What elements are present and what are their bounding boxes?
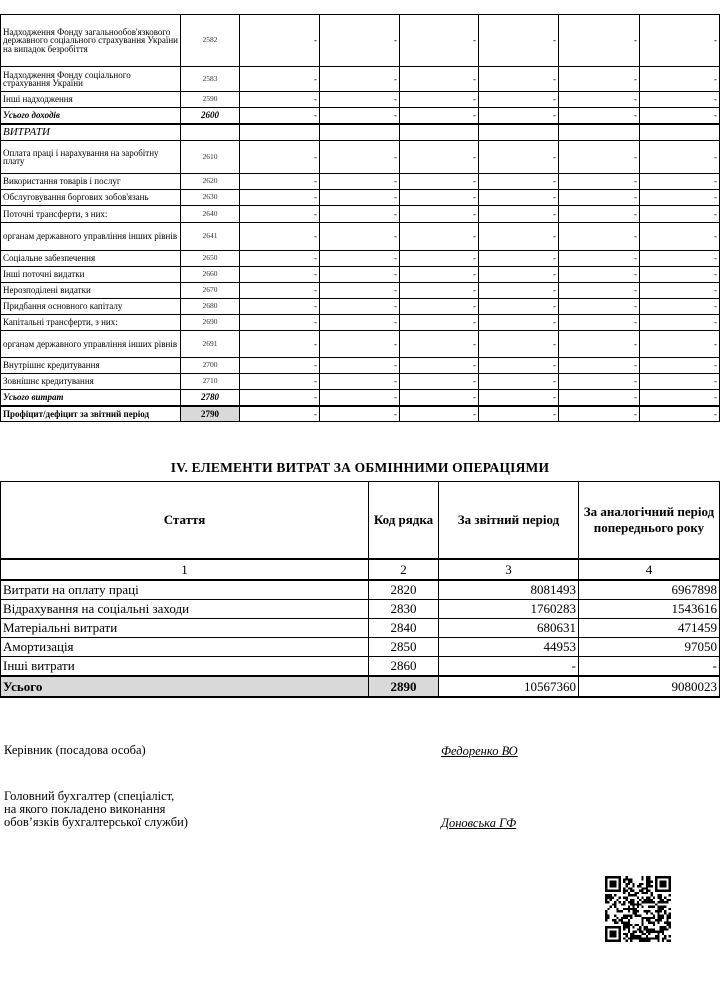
row-label: ВИТРАТИ [1,124,181,141]
value-cell: - [320,299,400,315]
value-cell: - [559,108,640,124]
row-code: 2691 [181,331,240,358]
value-cell: - [240,92,320,108]
value-cell: - [400,283,479,299]
row-label: Відрахування на соціальні заходи [1,600,369,619]
value-cell: - [640,315,720,331]
value-cell: - [640,206,720,223]
accountant-signature-label [4,790,188,829]
table-row [1,67,720,92]
table-row [1,174,720,190]
row-code: 2641 [181,223,240,251]
row-previous: 1543616 [579,600,720,619]
value-cell: - [240,251,320,267]
table-row [1,283,720,299]
value-cell: - [240,174,320,190]
row-label: Інші витрати [1,657,369,677]
value-cell: - [479,267,559,283]
value-cell: - [479,108,559,124]
qr-code-icon [605,876,671,942]
value-cell: - [400,92,479,108]
row-current: 8081493 [439,580,579,600]
accountant-label-line: на якого покладено виконання [4,802,166,816]
column-index: 1 [1,559,369,580]
row-label: Капітальні трансферти, з них: [1,315,181,331]
row-label: Усього доходів [1,108,181,124]
value-cell: - [479,299,559,315]
value-cell: - [240,67,320,92]
value-cell: - [640,67,720,92]
table-row [1,92,720,108]
table-row [1,124,720,141]
column-index-row [1,559,720,580]
value-cell: - [240,223,320,251]
row-code: 2640 [181,206,240,223]
value-cell: - [240,331,320,358]
value-cell: - [640,283,720,299]
value-cell: - [479,174,559,190]
value-cell: - [640,190,720,206]
value-cell: - [320,374,400,390]
row-label: Матеріальні витрати [1,619,369,638]
row-code: 2830 [369,600,439,619]
row-current: - [439,657,579,677]
row-code: 2850 [369,638,439,657]
value-cell: - [320,206,400,223]
value-cell: - [479,331,559,358]
value-cell: - [400,358,479,374]
value-cell: - [559,390,640,406]
value-cell: - [479,358,559,374]
value-cell: - [240,390,320,406]
column-index: 4 [579,559,720,580]
row-label: Інші поточні видатки [1,267,181,283]
table-row [1,638,720,657]
row-code: 2630 [181,190,240,206]
value-cell: - [640,299,720,315]
value-cell: - [559,406,640,422]
value-cell: - [559,374,640,390]
value-cell: - [479,251,559,267]
value-cell: - [400,190,479,206]
value-cell [240,124,320,141]
value-cell: - [640,406,720,422]
value-cell: - [240,374,320,390]
table-row [1,580,720,600]
value-cell: - [559,283,640,299]
table-row [1,619,720,638]
value-cell: - [479,283,559,299]
value-cell: - [559,141,640,174]
row-code: 2582 [181,15,240,67]
value-cell: - [400,108,479,124]
value-cell [640,124,720,141]
accountant-label-line: обов’язків бухгалтерської служби) [4,815,188,829]
value-cell: - [320,283,400,299]
row-label: Нерозподілені видатки [1,283,181,299]
table-row [1,15,720,67]
value-cell: - [640,92,720,108]
value-cell: - [400,299,479,315]
table-row [1,331,720,358]
header-previous-period: За аналогічний період попереднього року [579,482,720,560]
value-cell: - [640,251,720,267]
row-label: Внутрішнє кредитування [1,358,181,374]
header-code: Код рядка [369,482,439,560]
value-cell: - [640,358,720,374]
value-cell [479,124,559,141]
total-row [1,676,720,697]
value-cell: - [240,315,320,331]
table-row [1,374,720,390]
table-row [1,299,720,315]
table-row [1,657,720,677]
value-cell: - [559,331,640,358]
row-label: Оплата праці і нарахування на заробітну плату [1,141,181,174]
value-cell: - [479,390,559,406]
value-cell: - [640,108,720,124]
row-label: Обслуговування боргових зобов'язань [1,190,181,206]
value-cell: - [479,190,559,206]
value-cell: - [400,15,479,67]
value-cell: - [320,190,400,206]
table-row [1,190,720,206]
row-label: Використання товарів і послуг [1,174,181,190]
row-label: Надходження Фонду загальнообов'язкового державного соціального страхування України на випадок безробіття [1,15,181,67]
row-code: 2650 [181,251,240,267]
header-current-period: За звітний період [439,482,579,560]
income-expense-table [0,14,720,422]
value-cell: - [400,267,479,283]
value-cell: - [479,374,559,390]
row-previous: 6967898 [579,580,720,600]
value-cell: - [400,406,479,422]
value-cell: - [400,331,479,358]
value-cell: - [640,331,720,358]
row-code: 2780 [181,390,240,406]
value-cell: - [640,267,720,283]
value-cell: - [479,223,559,251]
row-label: Профіцит/дефіцит за звітний період [1,406,181,422]
row-current: 44953 [439,638,579,657]
row-label: Зовнішнє кредитування [1,374,181,390]
row-code: 2820 [369,580,439,600]
value-cell: - [559,267,640,283]
value-cell: - [640,374,720,390]
value-cell: - [559,251,640,267]
row-previous: - [579,657,720,677]
value-cell: - [559,174,640,190]
accountant-label-line: Головний бухгалтер (спеціаліст, [4,789,175,803]
value-cell: - [320,141,400,174]
table-row [1,108,720,124]
value-cell: - [240,141,320,174]
row-code: 2710 [181,374,240,390]
value-cell: - [559,206,640,223]
table-row [1,251,720,267]
value-cell: - [320,390,400,406]
value-cell: - [320,223,400,251]
value-cell: - [479,92,559,108]
value-cell: - [240,358,320,374]
value-cell: - [400,174,479,190]
value-cell: - [479,315,559,331]
accountant-signature-name: Доновська ГФ [441,816,517,830]
value-cell: - [640,223,720,251]
value-cell [559,124,640,141]
value-cell: - [400,390,479,406]
value-cell: - [320,15,400,67]
value-cell: - [320,406,400,422]
value-cell [400,124,479,141]
table-row [1,358,720,374]
value-cell: - [479,15,559,67]
value-cell: - [240,283,320,299]
table-row [1,223,720,251]
value-cell: - [400,251,479,267]
column-index: 2 [369,559,439,580]
section-title: IV. ЕЛЕМЕНТИ ВИТРАТ ЗА ОБМІННИМИ ОПЕРАЦІЯМИ [170,460,550,475]
row-label: Придбання основного капіталу [1,299,181,315]
head-signature-label: Керівник (посадова особа) [4,743,146,757]
header-article: Стаття [1,482,369,560]
head-signature-name: Федоренко ВО [441,744,518,758]
value-cell: - [479,206,559,223]
row-label: Поточні трансферти, з них: [1,206,181,223]
table-row [1,141,720,174]
value-cell: - [479,406,559,422]
value-cell [320,124,400,141]
value-cell: - [479,67,559,92]
row-code: 2670 [181,283,240,299]
row-code: 2660 [181,267,240,283]
row-code: 2690 [181,315,240,331]
value-cell: - [559,223,640,251]
table-row [1,406,720,422]
expense-header-row [1,482,720,560]
value-cell: - [320,267,400,283]
income-expense-body [1,15,720,422]
value-cell: - [240,406,320,422]
value-cell: - [559,92,640,108]
row-code: 2840 [369,619,439,638]
column-index: 3 [439,559,579,580]
row-previous: 471459 [579,619,720,638]
row-code: 2620 [181,174,240,190]
value-cell: - [400,374,479,390]
value-cell: - [400,315,479,331]
value-cell: - [400,67,479,92]
table-row [1,600,720,619]
row-code: 2790 [181,406,240,422]
row-label: Інші надходження [1,92,181,108]
value-cell: - [559,15,640,67]
row-label: Витрати на оплату праці [1,580,369,600]
value-cell: - [559,190,640,206]
value-cell: - [559,315,640,331]
total-label: Усього [1,676,369,697]
value-cell: - [320,108,400,124]
row-code [181,124,240,141]
row-current: 1760283 [439,600,579,619]
value-cell: - [240,299,320,315]
value-cell: - [400,206,479,223]
value-cell: - [320,67,400,92]
row-code: 2700 [181,358,240,374]
row-label: Усього витрат [1,390,181,406]
row-code: 2600 [181,108,240,124]
table-row [1,206,720,223]
value-cell: - [559,358,640,374]
value-cell: - [240,108,320,124]
table-row [1,315,720,331]
row-previous: 97050 [579,638,720,657]
value-cell: - [479,141,559,174]
row-code: 2610 [181,141,240,174]
value-cell: - [320,251,400,267]
row-current: 680631 [439,619,579,638]
total-current: 10567360 [439,676,579,697]
value-cell: - [640,15,720,67]
value-cell: - [320,331,400,358]
value-cell: - [559,299,640,315]
value-cell: - [320,174,400,190]
total-code: 2890 [369,676,439,697]
value-cell: - [240,206,320,223]
row-code: 2583 [181,67,240,92]
value-cell: - [640,141,720,174]
value-cell: - [240,15,320,67]
value-cell: - [640,174,720,190]
value-cell: - [400,223,479,251]
table-row [1,390,720,406]
row-label: Надходження Фонду соціального страхування України [1,67,181,92]
value-cell: - [240,267,320,283]
row-code: 2590 [181,92,240,108]
row-code: 2680 [181,299,240,315]
value-cell: - [640,390,720,406]
row-label: органам державного управління інших рівнів [1,331,181,358]
row-label: Амортизація [1,638,369,657]
value-cell: - [400,141,479,174]
value-cell: - [320,92,400,108]
total-previous: 9080023 [579,676,720,697]
row-label: органам державного управління інших рівнів [1,223,181,251]
value-cell: - [240,190,320,206]
table-row [1,267,720,283]
value-cell: - [320,358,400,374]
value-cell: - [559,67,640,92]
row-code: 2860 [369,657,439,677]
value-cell: - [320,315,400,331]
expense-elements-table [0,481,720,698]
row-label: Соціальне забезпечення [1,251,181,267]
